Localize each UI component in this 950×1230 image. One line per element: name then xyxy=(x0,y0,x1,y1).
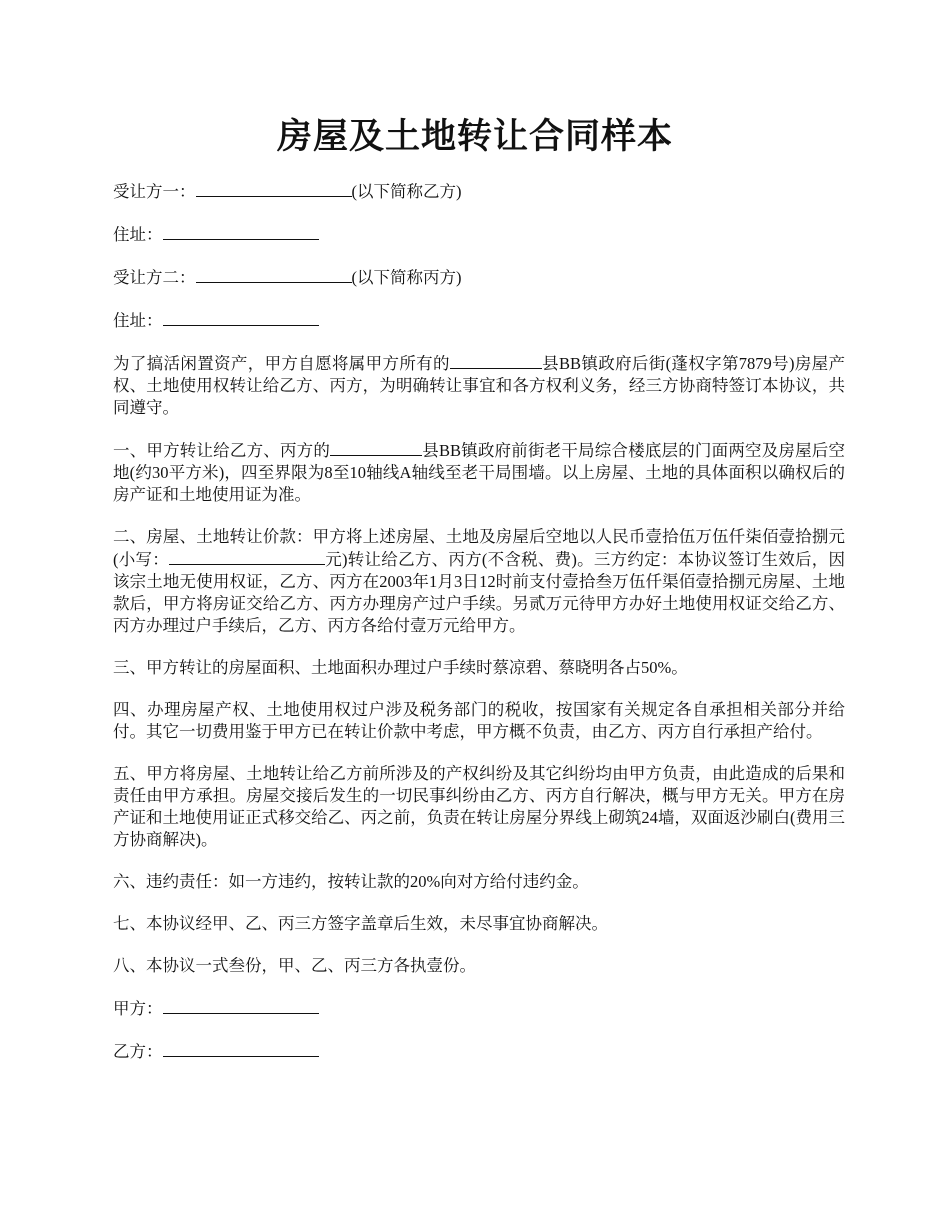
party-b-suffix: (以下简称乙方) xyxy=(351,182,462,201)
clause-6: 六、违约责任：如一方违约，按转让款的20%向对方给付违约金。 xyxy=(113,872,589,891)
clause-7: 七、本协议经甲、乙、丙三方签字盖章后生效，未尽事宜协商解决。 xyxy=(113,914,608,933)
address-2-line xyxy=(113,309,845,332)
signature-party-a xyxy=(113,997,845,1020)
clause-1-before: 一、甲方转让给乙方、丙方的 xyxy=(113,441,331,460)
party-b-line xyxy=(113,180,845,203)
signature-party-a-label: 甲方： xyxy=(113,999,163,1018)
party-b-label: 受让方一： xyxy=(113,182,196,201)
clause-1-blank xyxy=(330,439,422,456)
signature-party-b-blank xyxy=(163,1040,319,1057)
clause-2-before: 二、房屋、土地转让价款：甲方将上述房屋、土地及房屋后空地以人民币壹拾伍万伍仟柒佰壹拾捌元(小写： xyxy=(113,527,845,569)
document-title: 房屋及土地转让合同样本 xyxy=(276,117,673,156)
clause-5: 五、甲方将房屋、土地转让给乙方前所涉及的产权纠纷及其它纠纷均由甲方负责，由此造成的后果和责任由甲方承担。房屋交接后发生的一切民事纠纷由乙方、丙方自行解决，概与甲方无关。甲方在房产证和土地使用证正式移交给乙、丙之前，负责在转让房屋分界线上砌筑24墙，双面返沙刷白(费用三方协商解决)。 xyxy=(113,764,845,849)
intro-paragraph xyxy=(113,352,845,419)
party-c-blank xyxy=(196,266,352,283)
clause-4: 四、办理房屋产权、土地使用权过户涉及税务部门的税收，按国家有关规定各自承担相关部分并给付。其它一切费用鉴于甲方已在转让价款中考虑，甲方概不负责，由乙方、丙方自行承担产给付。 xyxy=(113,700,845,741)
signature-party-b xyxy=(113,1040,845,1063)
party-b-blank xyxy=(196,180,352,197)
address-1-label: 住址： xyxy=(113,225,163,244)
clause-1-after: 县BB镇政府前街老干局综合楼底层的门面两空及房屋后空地(约30平方米)，四至界限为8至10轴线A轴线至老干局围墙。以上房屋、土地的具体面积以确权后的房产证和土地使用证为准。 xyxy=(113,441,845,504)
clause-2-after: 元)转让给乙方、丙方(不含税、费)。三方约定：本协议签订生效后，因该宗土地无使用权证，乙方、丙方在2003年1月3日12时前支付壹拾叁万伍仟渠佰壹拾捌元房屋、土地款后，甲方将房证交给乙方、丙方办理房产过户手续。另贰万元待甲方办好土地使用权证交给乙方、丙方办理过户手续后，乙方、丙方各给付壹万元给甲方。 xyxy=(113,550,846,635)
clause-2-blank xyxy=(169,548,325,565)
party-c-suffix: (以下简称丙方) xyxy=(351,268,462,287)
party-c-label: 受让方二： xyxy=(113,268,196,287)
clause-8: 八、本协议一式叁份，甲、乙、丙三方各执壹份。 xyxy=(113,956,476,975)
intro-blank xyxy=(450,352,542,369)
party-c-line xyxy=(113,266,845,289)
document-body xyxy=(113,180,845,1083)
intro-text-before: 为了搞活闲置资产，甲方自愿将属甲方所有的 xyxy=(113,354,450,373)
signature-party-b-label: 乙方： xyxy=(113,1042,163,1061)
address-2-label: 住址： xyxy=(113,311,163,330)
intro-text-after: 县BB镇政府后街(蓬权字第7879号)房屋产权、土地使用权转让给乙方、丙方，为明确转让事宜和各方权利义务，经三方协商特签订本协议，共同遵守。 xyxy=(113,354,846,417)
clause-1 xyxy=(113,439,845,506)
address-1-blank xyxy=(163,223,319,240)
clause-3: 三、甲方转让的房屋面积、土地面积办理过户手续时蔡凉碧、蔡晓明各占50%。 xyxy=(113,658,688,677)
address-1-line xyxy=(113,223,845,246)
clause-2 xyxy=(113,526,845,637)
signature-party-a-blank xyxy=(163,997,319,1014)
address-2-blank xyxy=(163,309,319,326)
